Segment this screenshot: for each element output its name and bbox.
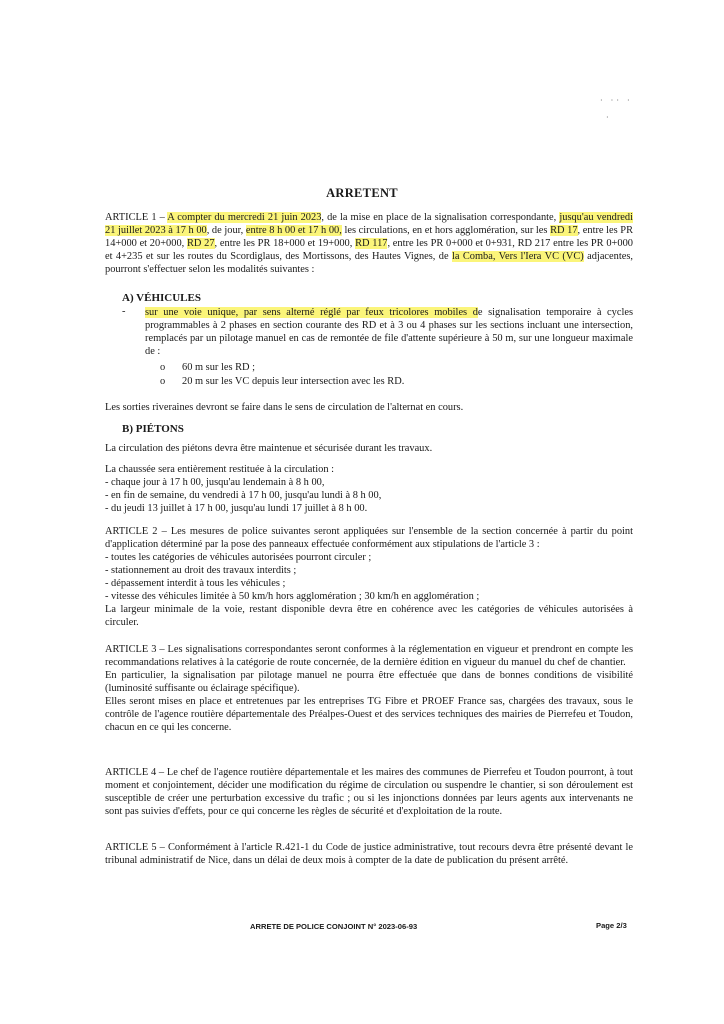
list-item: - du jeudi 13 juillet à 17 h 00, jusqu'au lundi 17 juillet à 8 h 00. [105, 503, 368, 514]
article-5: ARTICLE 5 – Conformément à l'article R.421-1 du Code de justice administrative, tout recours devra être présenté devant le tribunal administratif de Nice, dans un délai de deux mois à compter de la date de publication du présent arrêté. [105, 842, 633, 866]
list-item: - dépassement interdit à tous les véhicules ; [105, 578, 286, 589]
sorties-riveraines: Les sorties riveraines devront se faire dans le sens de circulation de l'alternat en cours. [105, 402, 464, 413]
vehicules-text: sur une voie unique, par sens alterné réglé par feux tricolores mobiles de signalisation temporaire à cycles programmables à 2 phases en section courante des RD et à 3 ou 4 phases sur les sections incluant une intersection, remplacés par un pilotage manuel en cas de remontée de file d'attente supérieure à 50 m, sur une longueur maximale de : [145, 307, 633, 357]
dash-bullet: - [122, 306, 126, 317]
article-1: ARTICLE 1 – A compter du mercredi 21 juin 2023, de la mise en place de la signalisation correspondante, jusqu'au vendredi 21 juillet 2023 à 17 h 00, de jour, entre 8 h 00 et 17 h 00, les circulations, en et hors agglomération, sur les RD 17, entre les PR 14+000 et 20+000, RD 27, entre les PR 18+000 et 19+000, RD 117, entre les PR 0+000 et 0+931, RD 217 entre les PR 0+000 et 4+235 et sur les routes du Scordiglaus, des Mortissons, des Hautes Vignes, de la Comba, Vers l'Iera VC (VC) adjacentes, pourront s'effectuer selon les modalités suivantes : [105, 212, 634, 275]
pietons-text: La circulation des piétons devra être maintenue et sécurisée durant les travaux. [105, 443, 433, 454]
list-item: - stationnement au droit des travaux interdits ; [105, 565, 297, 576]
article-2: ARTICLE 2 – Les mesures de police suivantes seront appliquées sur l'ensemble de la section concernée à partir du point d'application déterminé par la pose des panneaux effectuée conformément aux stipulations de l'article 3 : - toutes les catégories de véhicules autorisées pourront circuler ; - stationnement au droit des travaux interdits ; - dépassement interdit à tous les véhicules ; - vitesse des véhicules limitée à 50 km/h hors agglomération ; 30 km/h en agglomération ; La largeur minimale de la voie, restant disponible devra être en cohérence avec les catégories de véhicules autorisées à circuler. [105, 526, 633, 628]
footer-reference: ARRETE DE POLICE CONJOINT N° 2023-06-93 [250, 922, 418, 931]
list-item: - toutes les catégories de véhicules autorisées pourront circuler ; [105, 552, 372, 563]
list-item: - chaque jour à 17 h 00, jusqu'au lendemain à 8 h 00, [105, 477, 325, 488]
list-item: o 20 m sur les VC depuis leur intersection avec les RD. [160, 376, 405, 387]
section-a-heading: A) VÉHICULES [122, 292, 201, 304]
chaussee-block: La chaussée sera entièrement restituée à la circulation : - chaque jour à 17 h 00, jusqu'au lendemain à 8 h 00, - en fin de semaine, du vendredi à 17 h 00, jusqu'au lundi à 8 h 00, - du jeudi 13 juillet à 17 h 00, jusqu'au lundi 17 juillet à 8 h 00. [105, 463, 633, 515]
section-b-heading: B) PIÉTONS [122, 423, 184, 435]
page-number: Page 2/3 [596, 921, 627, 930]
document-title: ARRETENT [326, 186, 398, 200]
scan-speck: · [606, 113, 609, 122]
article-3: ARTICLE 3 – Les signalisations correspondantes seront conformes à la réglementation en vigueur et prendront en compte les recommandations relatives à la catégorie de route concernée, de la dernière édition en vigueur du manuel du chef de chantier. En particulier, la signalisation par pilotage manuel ne pourra être effectuée que dans de bonnes conditions de visibilité (luminosité suffisante ou éclairage spécifique). Elles seront mises en place et entretenues par les entreprises TG Fibre et PROEF France sas, chargées des travaux, sous le contrôle de l'agence routière départementale des Préalpes-Ouest et des services techniques des mairies de Pierrefeu et Toudon, chacun en ce qui les concerne. [105, 644, 633, 733]
list-item: o 60 m sur les RD ; [160, 362, 256, 373]
list-item: - en fin de semaine, du vendredi à 17 h 00, jusqu'au lundi à 8 h 00, [105, 490, 382, 501]
article-4: ARTICLE 4 – Le chef de l'agence routière départementale et les maires des communes de Pierrefeu et Toudon pourront, à tout moment et conjointement, décider une modification du régime de circulation ou suspendre le chantier, si son déroulement est susceptible de créer une perturbation excessive du trafic ; ou si les injonctions données par leurs agents aux intervenants ne sont pas suivies d'effets, pour ce qui concerne les règles de sécurité et d'exploitation de la route. [105, 767, 633, 817]
list-item: - vitesse des véhicules limitée à 50 km/h hors agglomération ; 30 km/h en agglomération ; [105, 591, 480, 602]
scan-speck: · ·· · [600, 96, 633, 105]
